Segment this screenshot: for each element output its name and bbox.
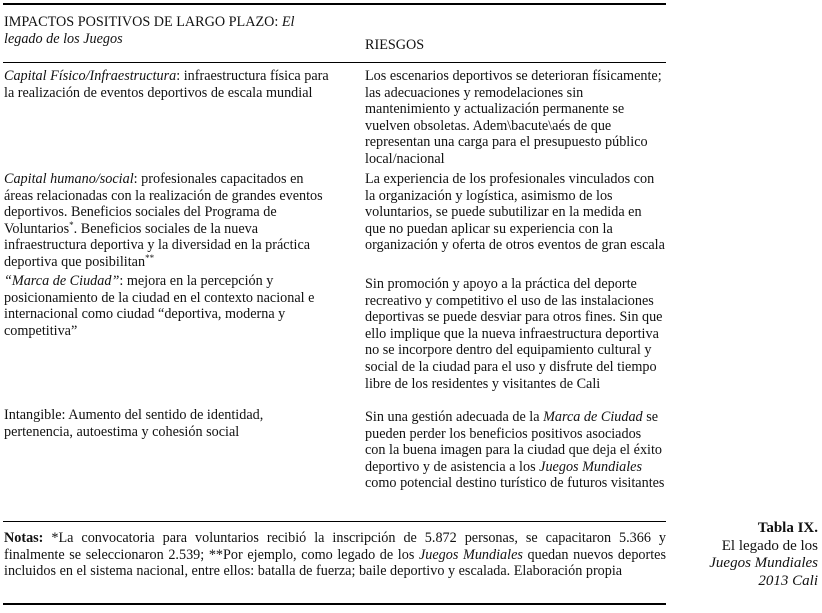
row-1-impact-text: : infraestructura física para la realización de eventos deportivos de escala mundial — [4, 68, 329, 101]
row-2-impact-label: Capital humano/social — [4, 171, 134, 187]
row-2-impact — [4, 171, 334, 271]
row-4-risk-pre: Sin una gestión adecuada de la — [365, 409, 544, 425]
header-left-title-italic: El legado de los Juegos — [4, 14, 295, 47]
row-4-risk — [365, 409, 665, 492]
row-4-risk-italic-2: Juegos Mundiales — [539, 458, 642, 475]
row-3-impact — [4, 273, 334, 339]
row-4-risk-mid: se pueden perder los beneficios positivos asociados con la buena imagen para la ciudad que deja el éxito deportivo y de asistencia a los — [365, 409, 663, 475]
header-rule — [3, 62, 666, 63]
row-3-impact-label: “Marca de Ciudad” — [4, 273, 120, 289]
row-2-impact-text: : profesionales capacitados en áreas relacionadas con la realización de grandes eventos deportivos. Beneficios sociales del Programa de Voluntarios — [4, 171, 323, 237]
row-3-impact-text: : mejora en la percepción y posicionamiento de la ciudad en el contexto nacional e internacional como ciudad “deportiva, moderna y competitiva” — [4, 273, 315, 339]
notes-text-2: quedan nuevos deportes incluidos en el sistema nacional, entre ellos: batalla de fuerza; baile deportivo y escalada. Elaboración propia — [4, 546, 666, 580]
row-4-risk-post: como potencial destino turístico de futuros visitantes — [365, 475, 665, 492]
notes-label: Notas: — [4, 530, 44, 546]
notes-rule — [3, 521, 666, 522]
header-right: RIESGOS — [365, 37, 425, 53]
footnote-marker-1: * — [69, 219, 74, 230]
row-3-risk: Sin promoción y apoyo a la práctica del deporte recreativo y competitivo el uso de las instalaciones deportivas se puede desviar para otros fines. Sin que ello implique que la nueva infraestructura deportiva no se incorpore dentro del equipamiento cultural y social de la ciudad para el uso y disfrute del tiempo libre de los residentes y visitantes de Cali — [365, 276, 663, 392]
row-2-risk: La experiencia de los profesionales vinculados con la organización y logística, asimismo de los voluntarios, se puede subutilizar en la medida en que no puedan aplicar su experiencia con la organización y oferta de otros eventos de gran escala — [365, 171, 665, 254]
table-top-rule — [3, 3, 666, 5]
caption-line-4: 2013 Cali — [758, 572, 818, 589]
row-4-risk-italic-1: Marca de Ciudad — [543, 409, 643, 425]
table-notes — [4, 530, 666, 580]
header-left — [4, 14, 334, 47]
caption-label: Tabla IX. — [757, 520, 818, 536]
caption-line-3: Juegos Mundiales — [709, 555, 818, 571]
row-2-impact-text-2: . Beneficios sociales de la nueva infraestructura deportiva y la diversidad en la práctica deportiva que posibilitan — [4, 220, 311, 270]
table-caption — [672, 520, 818, 590]
row-1-risk: Los escenarios deportivos se deterioran físicamente; las adecuaciones y remodelaciones sin mantenimiento y actualización permanente se vuelven obsoletas. Adem\bacute\aés de que representan una carga para el presupuesto público local/nacional — [365, 68, 662, 167]
notes-text-1: *La convocatoria para voluntarios recibió la inscripción de 5.872 personas, se capacitaron 5.366 y finalmente se seleccionaron 2.539; **Por ejemplo, como legado de los — [4, 530, 666, 563]
row-1-impact — [4, 68, 334, 101]
row-4-impact: Intangible: Aumento del sentido de identidad, pertenencia, autoestima y cohesión social — [4, 407, 264, 440]
row-1-impact-label: Capital Físico/Infraestructura — [4, 68, 177, 84]
table-bottom-rule — [3, 603, 666, 605]
footnote-marker-2: ** — [145, 252, 155, 263]
caption-line-2: El legado de los — [721, 537, 818, 554]
notes-italic: Juegos Mundiales — [418, 546, 523, 563]
header-left-title: IMPACTOS POSITIVOS DE LARGO PLAZO: — [4, 14, 282, 30]
